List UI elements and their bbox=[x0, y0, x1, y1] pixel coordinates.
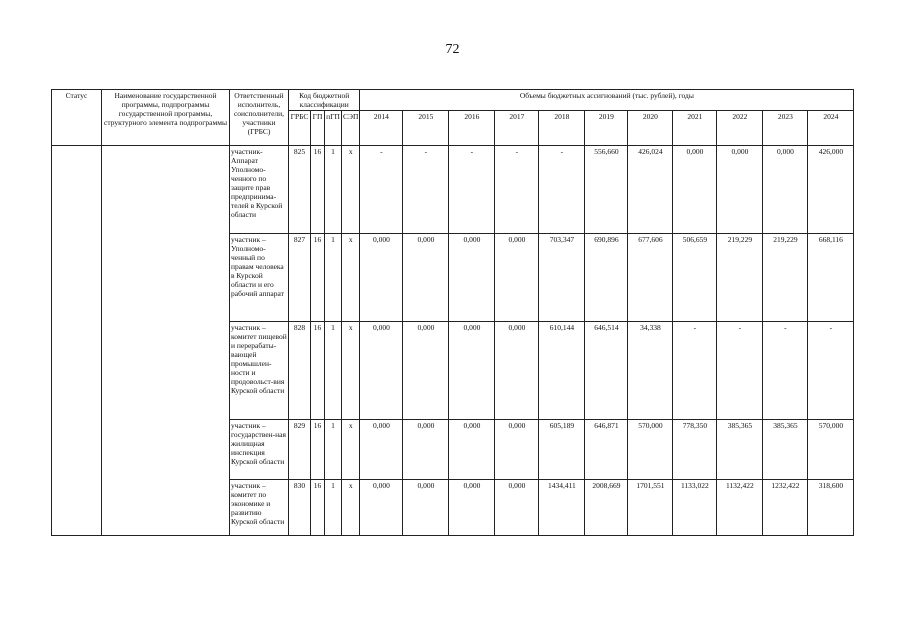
value-cell: 605,189 bbox=[539, 420, 585, 480]
value-cell: 0,000 bbox=[403, 480, 449, 536]
volume-group-header: Объемы бюджетных ассигнований (тыс. рублей), годы bbox=[360, 90, 854, 111]
value-cell: 646,514 bbox=[585, 322, 628, 420]
value-cell: - bbox=[673, 322, 717, 420]
gp-code-cell: 16 bbox=[311, 480, 325, 536]
value-cell: 0,000 bbox=[717, 146, 763, 234]
value-cell: 1434,411 bbox=[539, 480, 585, 536]
value-cell: 610,144 bbox=[539, 322, 585, 420]
participant-cell: участник – комитет пищевой и перерабаты-вающей промышлен-ности и продовольст-вия Курской области bbox=[230, 322, 289, 420]
value-cell: 570,000 bbox=[808, 420, 854, 480]
value-cell: - bbox=[360, 146, 403, 234]
value-cell: 318,600 bbox=[808, 480, 854, 536]
value-cell: 646,871 bbox=[585, 420, 628, 480]
sep-code-cell: х bbox=[342, 322, 360, 420]
pgp-code-cell: 1 bbox=[325, 420, 342, 480]
value-cell: 219,229 bbox=[717, 234, 763, 322]
year-header: 2020 bbox=[628, 111, 673, 146]
pgp-code-cell: 1 bbox=[325, 234, 342, 322]
sep-code-cell: х bbox=[342, 234, 360, 322]
grbs-code-cell: 829 bbox=[289, 420, 311, 480]
value-cell: 506,659 bbox=[673, 234, 717, 322]
code-gp-header: ГП bbox=[311, 111, 325, 146]
value-cell: 0,000 bbox=[403, 234, 449, 322]
value-cell: 677,606 bbox=[628, 234, 673, 322]
value-cell: 1133,022 bbox=[673, 480, 717, 536]
value-cell: 426,024 bbox=[628, 146, 673, 234]
gp-code-cell: 16 bbox=[311, 420, 325, 480]
value-cell: - bbox=[717, 322, 763, 420]
value-cell: - bbox=[403, 146, 449, 234]
grbs-code-cell: 827 bbox=[289, 234, 311, 322]
value-cell: 570,000 bbox=[628, 420, 673, 480]
value-cell: 0,000 bbox=[495, 420, 539, 480]
value-cell: 1701,551 bbox=[628, 480, 673, 536]
gp-code-cell: 16 bbox=[311, 322, 325, 420]
code-sep-header: СЭП bbox=[342, 111, 360, 146]
value-cell: 219,229 bbox=[763, 234, 808, 322]
value-cell: 1232,422 bbox=[763, 480, 808, 536]
value-cell: 703,347 bbox=[539, 234, 585, 322]
gp-code-cell: 16 bbox=[311, 234, 325, 322]
value-cell: 0,000 bbox=[449, 322, 495, 420]
page-number: 72 bbox=[445, 42, 460, 57]
code-grbs-header: ГРБС bbox=[289, 111, 311, 146]
grbs-code-cell: 825 bbox=[289, 146, 311, 234]
sep-code-cell: х bbox=[342, 420, 360, 480]
value-cell: 556,660 bbox=[585, 146, 628, 234]
code-pgp-header: пГП bbox=[325, 111, 342, 146]
value-cell: 0,000 bbox=[360, 420, 403, 480]
year-header: 2017 bbox=[495, 111, 539, 146]
status-cell bbox=[52, 146, 102, 536]
sep-code-cell: х bbox=[342, 146, 360, 234]
value-cell: 668,116 bbox=[808, 234, 854, 322]
name-cell bbox=[102, 146, 230, 536]
value-cell: - bbox=[539, 146, 585, 234]
value-cell: 0,000 bbox=[763, 146, 808, 234]
value-cell: 0,000 bbox=[360, 234, 403, 322]
value-cell: 426,000 bbox=[808, 146, 854, 234]
table-row bbox=[52, 146, 854, 234]
year-header: 2022 bbox=[717, 111, 763, 146]
value-cell: 0,000 bbox=[449, 420, 495, 480]
value-cell: 0,000 bbox=[403, 322, 449, 420]
participant-cell: участник – государствен-ная жилищная инспекция Курской области bbox=[230, 420, 289, 480]
year-header: 2021 bbox=[673, 111, 717, 146]
year-header: 2016 bbox=[449, 111, 495, 146]
pgp-code-cell: 1 bbox=[325, 322, 342, 420]
sep-code-cell: х bbox=[342, 480, 360, 536]
value-cell: 690,896 bbox=[585, 234, 628, 322]
value-cell: 0,000 bbox=[360, 480, 403, 536]
pgp-code-cell: 1 bbox=[325, 480, 342, 536]
participant-cell: участник – комитет по экономике и развитию Курской области bbox=[230, 480, 289, 536]
gp-code-cell: 16 bbox=[311, 146, 325, 234]
value-cell: - bbox=[449, 146, 495, 234]
value-cell: 2008,669 bbox=[585, 480, 628, 536]
header-row bbox=[52, 90, 854, 111]
year-header: 2019 bbox=[585, 111, 628, 146]
grbs-code-cell: 830 bbox=[289, 480, 311, 536]
value-cell: 385,365 bbox=[763, 420, 808, 480]
value-cell: 34,338 bbox=[628, 322, 673, 420]
value-cell: - bbox=[495, 146, 539, 234]
year-header: 2015 bbox=[403, 111, 449, 146]
grbs-code-cell: 828 bbox=[289, 322, 311, 420]
code-group-header: Код бюджетной классификации bbox=[289, 90, 360, 111]
budget-table bbox=[51, 89, 854, 536]
value-cell: 0,000 bbox=[403, 420, 449, 480]
status-header: Статус bbox=[52, 90, 102, 146]
year-header: 2014 bbox=[360, 111, 403, 146]
name-header: Наименование государственной программы, подпрограммы государственной программы, структурного элемента подпрограммы bbox=[102, 90, 230, 146]
value-cell: 0,000 bbox=[495, 480, 539, 536]
participant-cell: участник – Уполномо-ченный по правам человека в Курской области и его рабочий аппарат bbox=[230, 234, 289, 322]
value-cell: - bbox=[808, 322, 854, 420]
value-cell: 0,000 bbox=[495, 234, 539, 322]
year-header: 2024 bbox=[808, 111, 854, 146]
year-header: 2018 bbox=[539, 111, 585, 146]
value-cell: - bbox=[763, 322, 808, 420]
participant-cell: участник- Аппарат Уполномо-ченного по защите прав предпринима-телей в Курской области bbox=[230, 146, 289, 234]
value-cell: 0,000 bbox=[449, 234, 495, 322]
responsible-header: Ответственный исполнитель, соисполнители, участники (ГРБС) bbox=[230, 90, 289, 146]
pgp-code-cell: 1 bbox=[325, 146, 342, 234]
value-cell: 0,000 bbox=[360, 322, 403, 420]
value-cell: 778,350 bbox=[673, 420, 717, 480]
value-cell: 0,000 bbox=[673, 146, 717, 234]
value-cell: 0,000 bbox=[449, 480, 495, 536]
value-cell: 385,365 bbox=[717, 420, 763, 480]
year-header: 2023 bbox=[763, 111, 808, 146]
value-cell: 0,000 bbox=[495, 322, 539, 420]
value-cell: 1132,422 bbox=[717, 480, 763, 536]
